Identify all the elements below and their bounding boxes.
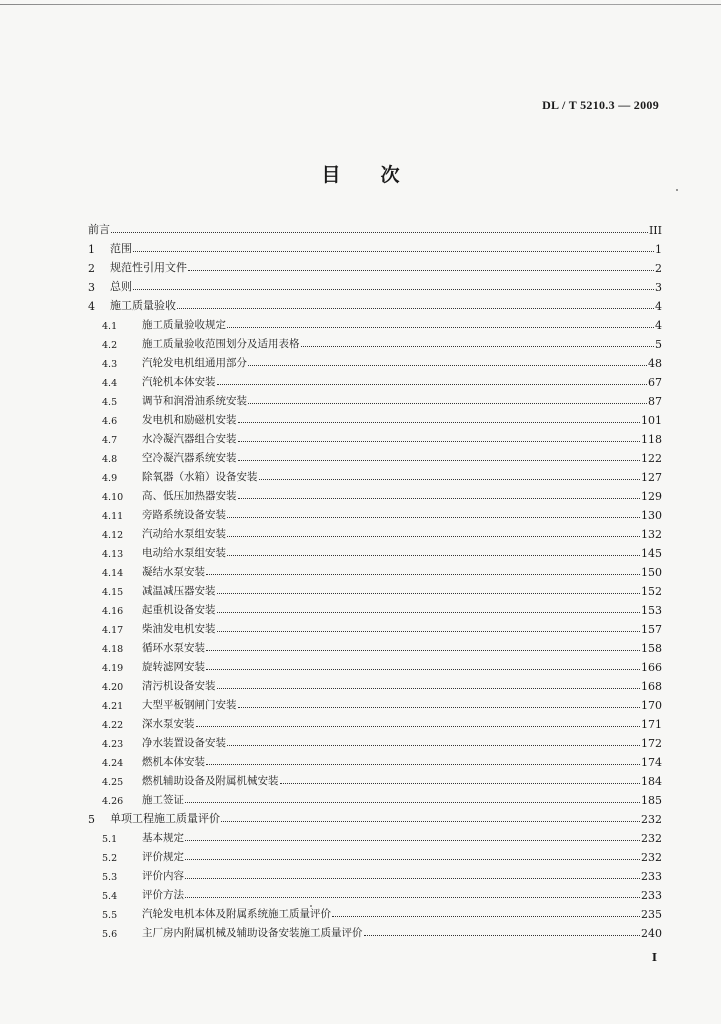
toc-entry-page: 130 (641, 509, 662, 522)
toc-leader-dots (185, 878, 640, 879)
toc-leader-dots (238, 707, 641, 708)
toc-entry-number: 4.1 (102, 321, 118, 332)
toc-leader-dots (227, 536, 640, 537)
toc-entry-number: 4.19 (102, 663, 124, 674)
toc-entry-label: 减温减压器安装 (142, 585, 216, 597)
toc-entry[interactable] (88, 522, 662, 541)
toc-leader-dots (217, 384, 648, 385)
toc-entry-label: 电动给水泵组安装 (142, 547, 226, 559)
toc-entry-page: 122 (641, 452, 662, 465)
toc-entry-label: 调节和润滑油系统安装 (142, 395, 247, 407)
toc-entry-label: 规范性引用文件 (110, 261, 187, 274)
toc-entry[interactable] (88, 541, 662, 560)
toc-entry-number: 4.14 (102, 568, 124, 579)
toc-entry[interactable] (88, 294, 662, 313)
toc-entry-number: 4.23 (102, 739, 124, 750)
toc-entry-number: 4.16 (102, 606, 124, 617)
toc-leader-dots (238, 460, 641, 461)
toc-entry[interactable] (88, 674, 662, 693)
toc-leader-dots (217, 631, 641, 632)
toc-entry-page: 185 (641, 794, 662, 807)
toc-entry-number: 2 (88, 262, 95, 275)
toc-entry-page: 233 (641, 889, 662, 902)
toc-entry[interactable] (88, 484, 662, 503)
toc-entry-label: 单项工程施工质量评价 (110, 812, 220, 825)
toc-entry-page: 153 (641, 604, 662, 617)
toc-entry-number: 5.6 (102, 929, 118, 940)
toc-entry-label: 起重机设备安装 (142, 604, 216, 616)
toc-leader-dots (177, 308, 654, 309)
toc-leader-dots (206, 650, 640, 651)
toc-entry-page: 170 (641, 699, 662, 712)
toc-entry-label: 净水装置设备安装 (142, 737, 226, 749)
toc-entry-number: 4.26 (102, 796, 124, 807)
toc-entry-number: 4.10 (102, 492, 124, 503)
toc-leader-dots (217, 593, 641, 594)
toc-leader-dots (332, 916, 640, 917)
toc-entry-page: 166 (641, 661, 662, 674)
toc-leader-dots (248, 403, 647, 404)
toc-entry-number: 3 (88, 281, 95, 294)
toc-entry-number: 4.9 (102, 473, 118, 484)
toc-entry-number: 4.20 (102, 682, 124, 693)
toc-entry[interactable] (88, 560, 662, 579)
toc-entry[interactable] (88, 465, 662, 484)
toc-entry[interactable] (88, 351, 662, 370)
toc-entry-label: 发电机和励磁机安装 (142, 414, 237, 426)
toc-entry-label: 汽动给水泵组安装 (142, 528, 226, 540)
toc-entry-page: 118 (641, 433, 662, 446)
toc-leader-dots (238, 422, 641, 423)
toc-entry[interactable] (88, 427, 662, 446)
scan-speck (676, 189, 678, 191)
toc-entry-label: 清污机设备安装 (142, 680, 216, 692)
toc-entry-page: 235 (641, 908, 662, 921)
toc-entry[interactable] (88, 845, 662, 864)
toc-entry-label: 空冷凝汽器系统安装 (142, 452, 237, 464)
toc-entry-page: 158 (641, 642, 662, 655)
scan-edge-line (0, 4, 721, 5)
toc-leader-dots (227, 517, 640, 518)
toc-entry-number: 4.21 (102, 701, 124, 712)
toc-entry-label: 水冷凝汽器组合安装 (142, 433, 237, 445)
toc-entry-label: 施工质量验收规定 (142, 319, 226, 331)
toc-entry[interactable] (88, 370, 662, 389)
toc-entry-number: 4.2 (102, 340, 118, 351)
toc-leader-dots (217, 612, 641, 613)
toc-entry[interactable] (88, 579, 662, 598)
toc-entry-label: 评价规定 (142, 851, 184, 863)
toc-leader-dots (185, 859, 640, 860)
toc-entry-label: 旁路系统设备安装 (142, 509, 226, 521)
toc-entry-page: 3 (655, 281, 662, 294)
toc-entry-number: 4.6 (102, 416, 118, 427)
toc-title-part2: 次 (380, 164, 400, 186)
toc-entry[interactable] (88, 712, 662, 731)
toc-leader-dots (133, 289, 654, 290)
toc-entry-page: 240 (641, 927, 662, 940)
toc-leader-dots (206, 574, 640, 575)
toc-entry-number: 5.1 (102, 834, 118, 845)
toc-entry[interactable] (88, 256, 662, 275)
toc-entry-page: 101 (641, 414, 662, 427)
toc-entry-number: 4.24 (102, 758, 124, 769)
toc-entry-label: 大型平板钢闸门安装 (142, 699, 237, 711)
toc-entry-number: 4.8 (102, 454, 118, 465)
toc-entry-page: 150 (641, 566, 662, 579)
toc-entry-number: 4.7 (102, 435, 118, 446)
page-number: I (651, 951, 657, 964)
toc-entry[interactable] (88, 598, 662, 617)
toc-leader-dots (301, 346, 655, 347)
toc-entry-page: 4 (655, 300, 662, 313)
toc-entry[interactable] (88, 864, 662, 883)
toc-entry-page: 233 (641, 870, 662, 883)
toc-entry-page: 232 (641, 851, 662, 864)
toc-entry-page: 1 (655, 243, 662, 256)
toc-leader-dots (133, 251, 654, 252)
toc-entry-page: 2 (655, 262, 662, 275)
toc-leader-dots (364, 935, 641, 936)
toc-entry-page: 168 (641, 680, 662, 693)
toc-entry-label: 旋转滤网安装 (142, 661, 205, 673)
toc-entry-page: 87 (648, 395, 662, 408)
toc-entry[interactable] (88, 902, 662, 921)
toc-entry[interactable] (88, 503, 662, 522)
toc-entry-page: 132 (641, 528, 662, 541)
toc-entry-label: 评价方法 (142, 889, 184, 901)
toc-entry-label: 深水泵安装 (142, 718, 195, 730)
toc-entry-page: 157 (641, 623, 662, 636)
scan-speck (310, 905, 312, 907)
toc-entry-page: 172 (641, 737, 662, 750)
toc-entry[interactable] (88, 389, 662, 408)
toc-title (0, 160, 721, 187)
toc-entry-label: 柴油发电机安装 (142, 623, 216, 635)
toc-entry-label: 基本规定 (142, 832, 184, 844)
toc-leader-dots (185, 802, 640, 803)
toc-leader-dots (196, 726, 641, 727)
toc-entry[interactable] (88, 237, 662, 256)
toc-entry-label: 范围 (110, 242, 132, 255)
toc-entry-label: 施工质量验收 (110, 299, 176, 312)
toc-entry-page: 127 (641, 471, 662, 484)
toc-leader-dots (280, 783, 641, 784)
toc-entry[interactable] (88, 313, 662, 332)
toc-leader-dots (206, 669, 640, 670)
toc-entry-label: 施工质量验收范围划分及适用表格 (142, 338, 300, 350)
toc-entry-page: 171 (641, 718, 662, 731)
toc-entry[interactable] (88, 921, 662, 940)
toc-entry-label: 汽轮机本体安装 (142, 376, 216, 388)
toc-entry-page: 48 (648, 357, 662, 370)
toc-entry-label: 除氧器（水箱）设备安装 (142, 471, 258, 483)
toc-entry-number: 5 (88, 813, 95, 826)
toc-entry[interactable] (88, 883, 662, 902)
toc-leader-dots (185, 840, 640, 841)
toc-entry[interactable] (88, 446, 662, 465)
toc-entry-number: 4.5 (102, 397, 118, 408)
toc-entry-label: 凝结水泵安装 (142, 566, 205, 578)
toc-entry-number: 4 (88, 300, 95, 313)
toc-entry[interactable] (88, 617, 662, 636)
toc-entry-label: 燃机本体安装 (142, 756, 205, 768)
toc-leader-dots (227, 327, 654, 328)
toc-entry-page: 232 (641, 832, 662, 845)
toc-entry-label: 循环水泵安装 (142, 642, 205, 654)
toc-entry-number: 4.22 (102, 720, 124, 731)
toc-entry-label: 总则 (110, 280, 132, 293)
toc-entry-label: 燃机辅助设备及附属机械安装 (142, 775, 279, 787)
toc-leader-dots (206, 764, 640, 765)
toc-leader-dots (111, 232, 648, 233)
toc-entry-number: 5.4 (102, 891, 118, 902)
toc-entry-page: 232 (641, 813, 662, 826)
toc-entry-number: 4.13 (102, 549, 124, 560)
toc-entry-number: 5.3 (102, 872, 118, 883)
toc-entry[interactable] (88, 731, 662, 750)
toc-entry-page: 174 (641, 756, 662, 769)
toc-entry-label: 评价内容 (142, 870, 184, 882)
toc-entry[interactable] (88, 693, 662, 712)
toc-leader-dots (238, 498, 641, 499)
toc-leader-dots (217, 688, 641, 689)
toc-entry-number: 5.5 (102, 910, 118, 921)
toc-entry-label: 汽轮发电机本体及附属系统施工质量评价 (142, 908, 331, 920)
toc-entry[interactable] (88, 769, 662, 788)
toc-entry-page: 184 (641, 775, 662, 788)
toc-entry-page: III (648, 224, 662, 237)
toc-entry-label: 汽轮发电机组通用部分 (142, 357, 247, 369)
toc-entry[interactable] (88, 636, 662, 655)
toc-entry-number: 4.3 (102, 359, 118, 370)
toc-entry-number: 4.25 (102, 777, 124, 788)
toc-entry-number: 5.2 (102, 853, 118, 864)
toc-entry-number: 4.11 (102, 511, 124, 522)
toc-entry-number: 4.18 (102, 644, 124, 655)
toc-entry[interactable] (88, 408, 662, 427)
toc-entry-page: 4 (655, 319, 662, 332)
toc-entry[interactable] (88, 750, 662, 769)
toc-entry-page: 129 (641, 490, 662, 503)
toc-entry-page: 67 (648, 376, 662, 389)
toc-leader-dots (188, 270, 654, 271)
toc-entry[interactable] (88, 275, 662, 294)
toc-entry[interactable] (88, 826, 662, 845)
toc-entry[interactable] (88, 332, 662, 351)
toc-entry-page: 145 (641, 547, 662, 560)
toc-title-part1: 目 (321, 164, 341, 186)
toc-leader-dots (185, 897, 640, 898)
toc-leader-dots (259, 479, 641, 480)
toc-entry[interactable] (88, 218, 662, 237)
toc-entry-page: 5 (655, 338, 662, 351)
toc-leader-dots (248, 365, 647, 366)
toc-entry-label: 主厂房内附属机械及辅助设备安装施工质量评价 (142, 927, 363, 939)
toc-leader-dots (238, 441, 641, 442)
table-of-contents (88, 218, 662, 940)
toc-entry-number: 4.15 (102, 587, 124, 598)
toc-leader-dots (227, 555, 640, 556)
toc-entry-label: 高、低压加热器安装 (142, 490, 237, 502)
document-code: DL / T 5210.3 — 2009 (542, 98, 659, 112)
toc-entry-number: 1 (88, 243, 95, 256)
toc-entry[interactable] (88, 807, 662, 826)
toc-entry-number: 4.12 (102, 530, 124, 541)
toc-entry-page: 152 (641, 585, 662, 598)
toc-entry-number: 4.4 (102, 378, 118, 389)
toc-entry-number: 4.17 (102, 625, 124, 636)
toc-leader-dots (227, 745, 640, 746)
toc-entry[interactable] (88, 788, 662, 807)
toc-entry-label: 施工签证 (142, 794, 184, 806)
toc-entry-label: 前言 (88, 223, 110, 236)
toc-leader-dots (221, 821, 640, 822)
toc-entry[interactable] (88, 655, 662, 674)
